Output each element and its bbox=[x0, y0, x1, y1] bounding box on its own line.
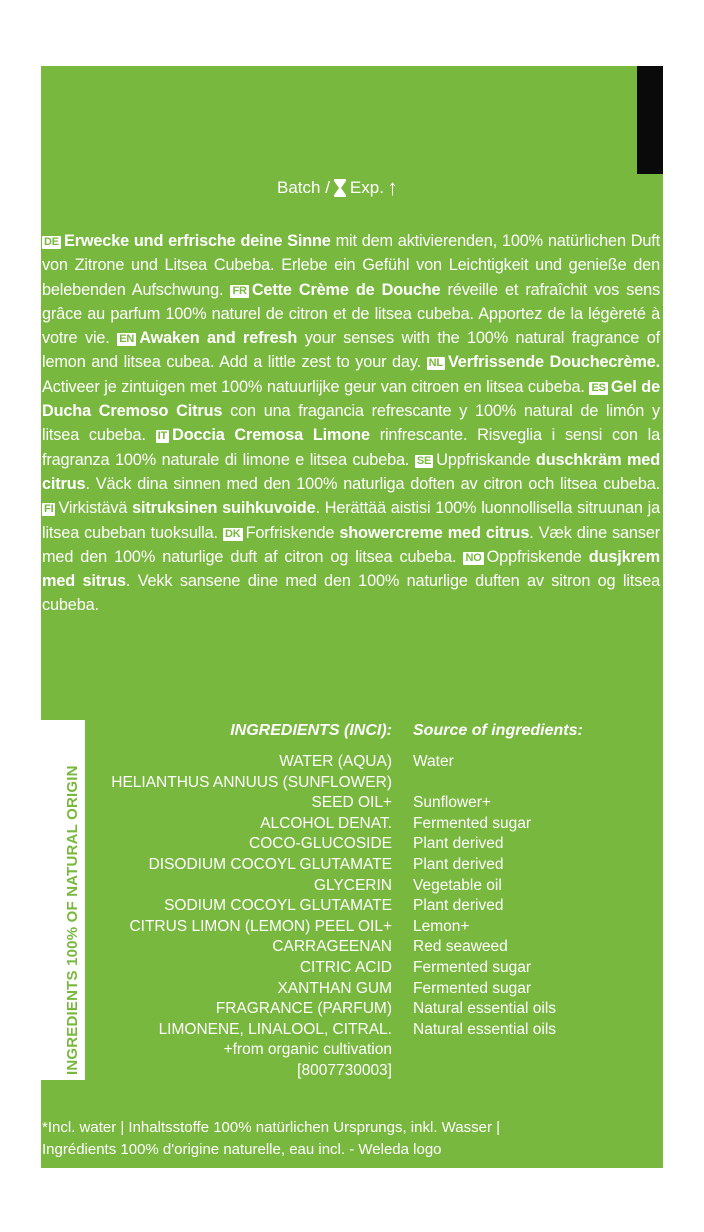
description-text: . Væk dine sanser med den 100% naturlige duft af citron og litsea cubeba. bbox=[42, 523, 660, 566]
exp-label: Exp. bbox=[349, 178, 384, 197]
description-headline: showercreme med citrus bbox=[339, 523, 530, 542]
inci-ingredient: CARRAGEENAN bbox=[272, 938, 392, 956]
inci-ingredient: XANTHAN GUM bbox=[277, 979, 392, 997]
source-list bbox=[413, 752, 556, 1082]
footer-line: Ingrédients 100% d'origine naturelle, eau incl. - Weleda logo bbox=[42, 1141, 442, 1158]
ingredient-source bbox=[413, 1061, 556, 1082]
ingredient-source bbox=[413, 773, 556, 794]
language-code-badge: NO bbox=[465, 551, 482, 564]
inci-ingredient: COCO-GLUCOSIDE bbox=[249, 835, 392, 853]
ingredients-header: INGREDIENTS (INCI): bbox=[230, 722, 392, 739]
batch-exp-line bbox=[277, 175, 398, 200]
description-text: . Väck dina sinnen med den 100% naturliga doften av citron och litsea cubeba. bbox=[85, 474, 660, 493]
ingredient-source: Sunflower+ bbox=[413, 794, 491, 812]
inci-ingredient: HELIANTHUS ANNUUS (SUNFLOWER) bbox=[111, 773, 392, 791]
description-headline: Erwecke und erfrische deine Sinne bbox=[63, 232, 331, 250]
inci-ingredient: SODIUM COCOYL GLUTAMATE bbox=[164, 897, 392, 915]
inci-ingredient: GLYCERIN bbox=[313, 876, 392, 894]
description-text: Uppfriskande bbox=[436, 450, 536, 469]
ingredient-source: Lemon+ bbox=[413, 917, 470, 935]
description-headline: dusjkrem med sitrus bbox=[42, 547, 660, 591]
description-headline: Cette Crème de Douche bbox=[251, 280, 441, 299]
source-header: Source of ingredients: bbox=[413, 722, 583, 739]
description-text: Oppfriskende bbox=[486, 547, 589, 566]
ingredient-source: Fermented sugar bbox=[413, 979, 532, 997]
description-headline: Verfrissende Douchecrème. bbox=[448, 353, 660, 372]
description-text: . Vekk sansene dine med den 100% naturlige duften av sitron og litsea cubeba. bbox=[42, 572, 660, 615]
footer-line: *Incl. water | Inhaltsstoffe 100% natürlichen Ursprungs, inkl. Wasser | bbox=[42, 1119, 500, 1136]
language-code-badge: ES bbox=[591, 381, 606, 394]
batch-label: Batch / bbox=[277, 178, 330, 197]
description-text: your senses with the 100% natural fragrance of lemon and litsea cubea. Add a little zest to your day. bbox=[42, 329, 660, 372]
black-marker-bar bbox=[637, 66, 663, 174]
description-text: con una fragancia refrescante y 100% natural de limón y litsea cubeba. bbox=[42, 402, 660, 445]
hourglass-icon bbox=[333, 178, 347, 198]
ingredient-source: Red seaweed bbox=[413, 938, 508, 956]
inci-ingredient: CITRUS LIMON (LEMON) PEEL OIL+ bbox=[129, 917, 392, 935]
language-code-badge: DE bbox=[44, 236, 59, 248]
ingredient-source: Vegetable oil bbox=[413, 876, 502, 894]
footer-note bbox=[42, 1117, 642, 1161]
ingredient-source: Fermented sugar bbox=[413, 814, 532, 832]
language-code-badge: FI bbox=[44, 503, 54, 516]
ingredient-source: Water bbox=[413, 753, 454, 770]
language-code-badge: FR bbox=[232, 284, 247, 297]
inci-ingredient: +from organic cultivation bbox=[223, 1041, 392, 1059]
description-text: mit dem aktivierenden, 100% natürlichen Duft von Zitrone und Litsea Cubeba. Erlebe ein Gefühl von Leichtigkeit und genieße den belebenden Aufschwung. bbox=[42, 232, 660, 299]
multilingual-description bbox=[42, 229, 660, 618]
language-code-badge: SE bbox=[416, 454, 432, 467]
description-headline: Awaken and refresh bbox=[139, 329, 298, 348]
language-code-badge: NL bbox=[428, 357, 443, 370]
description-text: Activeer je zintuigen met 100% natuurlijke geur van citroen en litsea cubeba. bbox=[42, 377, 590, 396]
ingredient-source: Natural essential oils bbox=[413, 1020, 557, 1038]
description-headline: Gel de Ducha Cremoso Citrus bbox=[42, 377, 660, 421]
description-text: réveille et rafraîchit vos sens grâce au parfum 100% naturel de citron et de litsea cubeba. Apportez de la légèreté à votre vie. bbox=[42, 280, 660, 348]
inci-list bbox=[111, 752, 392, 1082]
inci-ingredient: [8007730003] bbox=[297, 1061, 392, 1079]
description-headline: duschkräm med citrus bbox=[42, 450, 660, 493]
ingredient-source: Plant derived bbox=[413, 835, 504, 853]
inci-ingredient: WATER (AQUA) bbox=[279, 753, 392, 770]
language-code-badge: DK bbox=[225, 527, 241, 540]
description-text: rinfrescante. Risveglia i sensi con la fragranza 100% naturale di limone e litsea cubeba. bbox=[42, 426, 661, 469]
ingredient-source: Natural essential oils bbox=[413, 1000, 557, 1018]
inci-ingredient: FRAGRANCE (PARFUM) bbox=[215, 1000, 392, 1018]
inci-ingredient: ALCOHOL DENAT. bbox=[260, 814, 392, 832]
description-headline: sitruksinen suihkuvoide bbox=[132, 499, 316, 518]
inci-ingredient: DISODIUM COCOYL GLUTAMATE bbox=[148, 855, 392, 873]
description-text: Virkistävä bbox=[58, 499, 133, 518]
inci-ingredient: CITRIC ACID bbox=[299, 958, 392, 976]
vertical-natural-origin-label: INGREDIENTS 100% OF NATURAL ORIGIN bbox=[64, 765, 81, 1075]
ingredient-source bbox=[413, 1040, 556, 1061]
description-text: Forfriskende bbox=[245, 523, 340, 542]
ingredient-source: Fermented sugar bbox=[413, 958, 532, 976]
arrow-up-icon: ↑ bbox=[386, 175, 398, 200]
ingredient-source: Plant derived bbox=[413, 897, 504, 915]
language-code-badge: EN bbox=[119, 333, 135, 346]
description-headline: Doccia Cremosa Limone bbox=[172, 426, 370, 445]
inci-ingredient: SEED OIL+ bbox=[311, 794, 392, 812]
inci-ingredient: LIMONENE, LINALOOL, CITRAL. bbox=[158, 1020, 392, 1038]
description-text: . Herättää aistisi 100% luonnollisella sitruunan ja litsea cubeban tuoksulla. bbox=[42, 499, 660, 542]
ingredient-source: Plant derived bbox=[413, 855, 504, 873]
language-code-badge: IT bbox=[157, 430, 168, 443]
